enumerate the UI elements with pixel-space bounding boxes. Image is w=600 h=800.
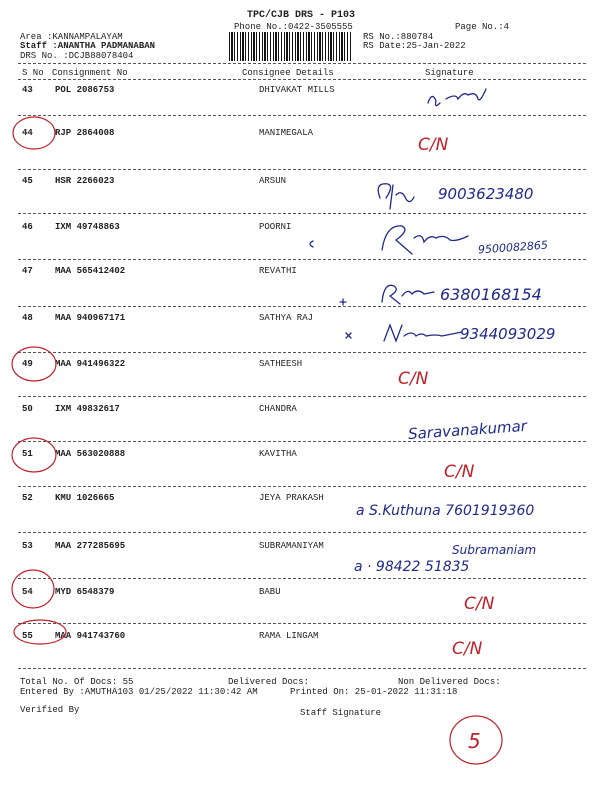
row-consignment: MAA 940967171: [55, 313, 126, 323]
verified-by: Verified By: [20, 705, 80, 715]
page-count-mark: 5: [468, 729, 481, 753]
row-consignment: MAA 563020888: [55, 449, 126, 459]
handwritten-phone: 9344093029: [460, 325, 556, 343]
row-sno: 52: [22, 493, 33, 503]
row-consignee: JEYA PRAKASH: [259, 493, 324, 503]
circle-mark: [12, 570, 54, 608]
signature-46: [382, 226, 468, 254]
tick-marks: [310, 241, 351, 338]
handwritten-phone: 9003623480: [438, 185, 534, 203]
circle-mark: [13, 117, 55, 149]
handwritten-signature: Subramaniam: [452, 543, 537, 557]
handwritten-phone: a · 98422 51835: [354, 559, 470, 575]
page-number: Page No.:4: [455, 22, 510, 32]
row-sno: 55: [22, 631, 33, 641]
signature-45: [378, 184, 414, 209]
row-consignee: MANIMEGALA: [259, 128, 314, 138]
row-sno: 49: [22, 359, 33, 369]
row-consignee: SATHYA RAJ: [259, 313, 314, 323]
printed-on: Printed On: 25-01-2022 11:31:18: [290, 687, 458, 697]
row-sno: 51: [22, 449, 33, 459]
col-signature: Signature: [425, 68, 474, 78]
row-sno: 46: [22, 222, 33, 232]
rs-date: RS Date:25-Jan-2022: [363, 41, 466, 51]
row-consignment: IXM 49832617: [55, 404, 120, 414]
row-consignment: MAA 565412402: [55, 266, 126, 276]
row-consignment: POL 2086753: [55, 85, 115, 95]
row-consignment: MYD 6548379: [55, 587, 115, 597]
cn-mark: C/N: [452, 639, 483, 659]
staff-label: Staff :ANANTHA PADMANABAN: [20, 41, 156, 51]
signature-47: [382, 285, 434, 304]
phone-number: Phone No.:0422-3505555: [234, 22, 353, 32]
row-consignee: POORNI: [259, 222, 292, 232]
row-consignment: HSR 2266023: [55, 176, 115, 186]
col-sno: S No: [22, 68, 44, 78]
row-consignment: MAA 277285695: [55, 541, 126, 551]
row-consignee: REVATHI: [259, 266, 297, 276]
handwritten-signature: Saravanakumar: [407, 416, 528, 444]
cn-mark: C/N: [444, 462, 475, 482]
row-sno: 45: [22, 176, 33, 186]
circle-mark: [12, 347, 56, 381]
circle-mark: [14, 620, 66, 644]
row-sno: 47: [22, 266, 33, 276]
row-sno: 50: [22, 404, 33, 414]
row-consignee: SATHEESH: [259, 359, 303, 369]
row-consignment: KMU 1026665: [55, 493, 115, 503]
handwritten-phone: 6380168154: [440, 285, 542, 304]
row-consignee: DHIVAKAT MILLS: [259, 85, 335, 95]
document-title: TPC/CJB DRS - P103: [247, 10, 356, 21]
non-delivered-docs: Non Delivered Docs:: [398, 677, 501, 687]
delivered-docs: Delivered Docs:: [228, 677, 310, 687]
total-docs: Total No. Of Docs: 55: [20, 677, 134, 687]
staff-signature-label: Staff Signature: [300, 708, 382, 718]
row-consignment: RJP 2864008: [55, 128, 115, 138]
cn-mark: C/N: [398, 369, 429, 389]
row-consignee: SUBRAMANIYAM: [259, 541, 324, 551]
row-sno: 43: [22, 85, 33, 95]
cn-mark: C/N: [464, 594, 495, 614]
row-sno: 53: [22, 541, 33, 551]
drs-number: DRS No. :DCJB88078404: [20, 51, 134, 61]
circle-mark: [12, 438, 56, 472]
handwritten-phone: 9500082865: [477, 238, 549, 257]
rs-number: RS No.:880784: [363, 32, 434, 42]
entered-by: Entered By :AMUTHA103 01/25/2022 11:30:42 AM: [20, 687, 258, 697]
row-consignment: MAA 941743760: [55, 631, 126, 641]
cn-mark: C/N: [418, 135, 449, 155]
signature-43: [428, 89, 486, 106]
row-sno: 48: [22, 313, 33, 323]
col-consignee: Consignee Details: [242, 68, 334, 78]
area-label: Area :KANNAMPALAYAM: [20, 32, 123, 42]
row-sno: 54: [22, 587, 33, 597]
row-consignee: ARSUN: [259, 176, 287, 186]
handwritten-signature: a S.Kuthuna 7601919360: [356, 503, 535, 519]
row-consignee: BABU: [259, 587, 281, 597]
signature-48: [384, 325, 462, 341]
row-sno: 44: [22, 128, 33, 138]
row-consignment: MAA 941496322: [55, 359, 126, 369]
row-consignee: KAVITHA: [259, 449, 297, 459]
col-consignment: Consignment No: [52, 68, 128, 78]
row-consignee: CHANDRA: [259, 404, 297, 414]
row-consignee: RAMA LINGAM: [259, 631, 319, 641]
row-consignment: IXM 49748863: [55, 222, 120, 232]
